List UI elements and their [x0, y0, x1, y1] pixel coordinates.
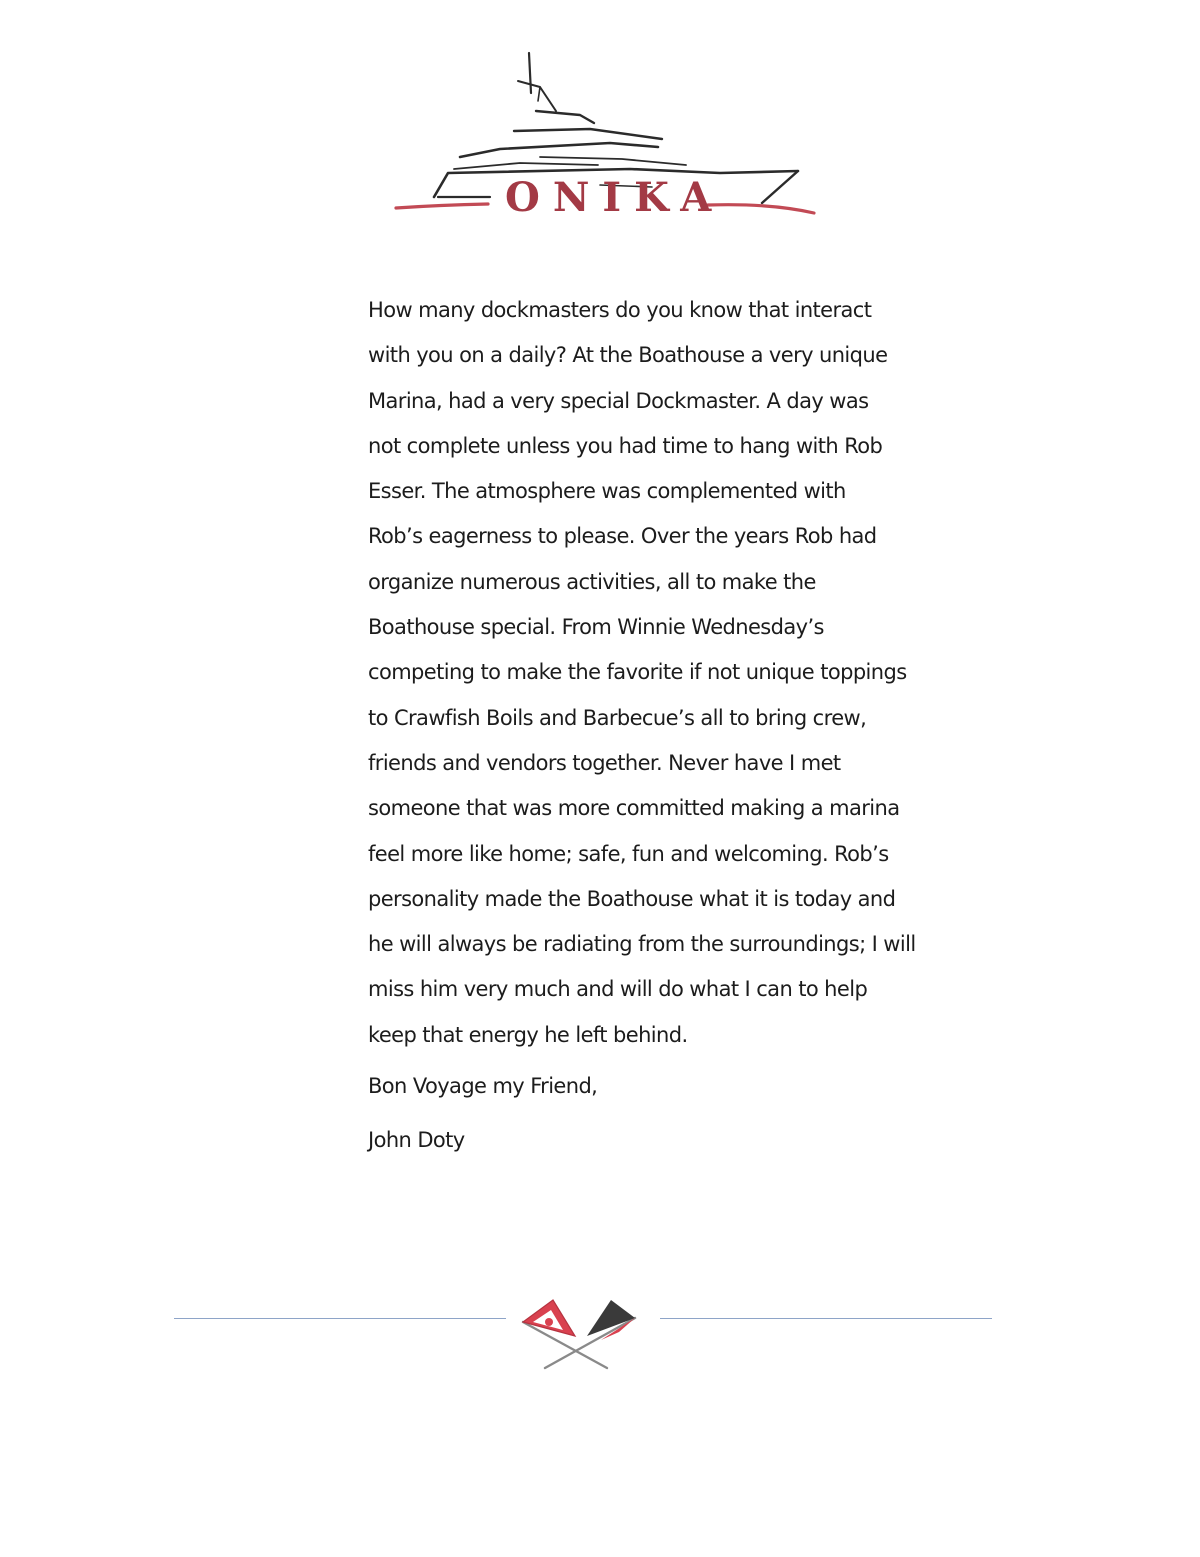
- letter-line: Marina, had a very special Dockmaster. A day was: [368, 388, 869, 413]
- footer-rule-left: [174, 1318, 506, 1319]
- letter-line: organize numerous activities, all to make the: [368, 569, 816, 594]
- letter-line: he will always be radiating from the surroundings; I will: [368, 932, 916, 957]
- letter-line: to Crawfish Boils and Barbecue’s all to bring crew,: [368, 705, 867, 730]
- letter-body: [368, 288, 916, 1058]
- letter-line: someone that was more committed making a marina: [368, 796, 900, 821]
- letter-line: Boathouse special. From Winnie Wednesday’s: [368, 615, 824, 640]
- letter-line: competing to make the favorite if not unique toppings: [368, 660, 907, 685]
- letter-line: personality made the Boathouse what it is today and: [368, 886, 896, 911]
- footer-rule-right: [660, 1318, 992, 1319]
- letter-line: with you on a daily? At the Boathouse a very unique: [368, 343, 888, 368]
- letter-line: feel more like home; safe, fun and welcoming. Rob’s: [368, 841, 889, 866]
- logo-wordmark: ONIKA: [505, 174, 725, 221]
- letter-line: friends and vendors together. Never have I met: [368, 750, 841, 775]
- letter-signature: John Doty: [368, 1128, 465, 1152]
- letter-closing: Bon Voyage my Friend,: [368, 1074, 598, 1098]
- letter-line: How many dockmasters do you know that interact: [368, 298, 872, 322]
- letter-line: Rob’s eagerness to please. Over the years Rob had: [368, 524, 877, 549]
- letter-line: Esser. The atmosphere was complemented with: [368, 479, 846, 504]
- letter-line: miss him very much and will do what I can to help: [368, 977, 868, 1002]
- crossed-signal-flags-icon: [515, 1292, 650, 1372]
- letter-line: not complete unless you had time to hang with Rob: [368, 433, 883, 458]
- letter-line: keep that energy he left behind.: [368, 1022, 688, 1047]
